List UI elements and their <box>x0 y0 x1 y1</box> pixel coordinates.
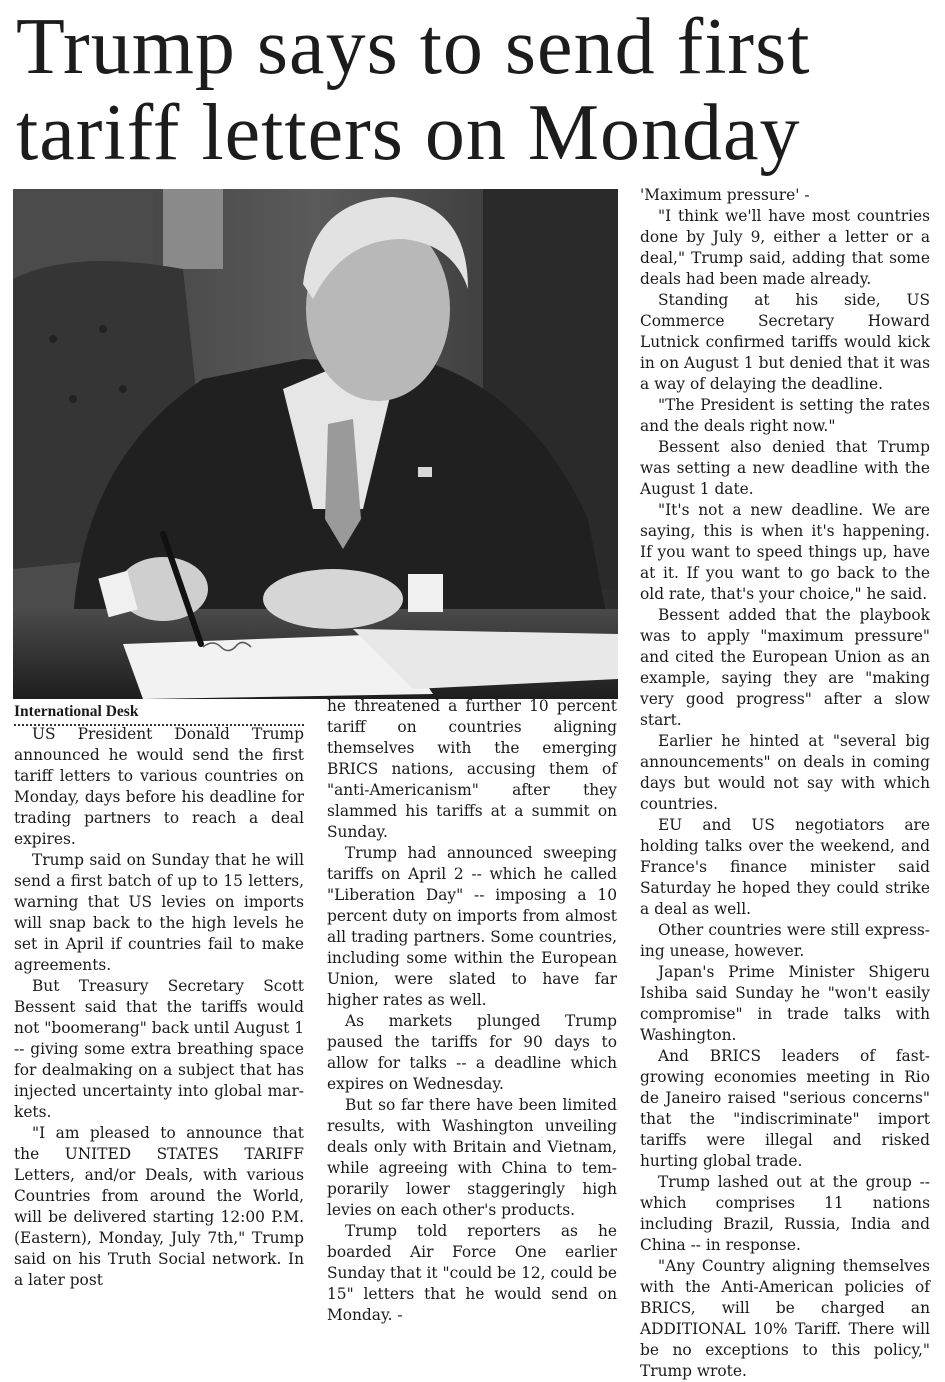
paragraph: "It's not a new deadline. We are saying, this is when it's happening. If you want to speed things up, have at it. If you want to go back to the old rate, that's your choice," he said. <box>640 501 930 603</box>
paragraph: "I think we'll have most countries done by July 9, either a letter or a deal," Trump said, adding that some deals had been made already. <box>640 207 930 288</box>
paragraph: "The President is setting the rates and the deals right now." <box>640 396 930 435</box>
headline: Trump says to send first tariff letters on Monday <box>16 3 811 177</box>
article-column-2 <box>327 696 617 1324</box>
paragraph: US President Donald Trump announced he would send the first tariff letters to various countries on Monday, days before his deadline for trading partners to reach a deal expires. <box>14 725 304 848</box>
paragraph: Standing at his side, US Commerce Secretary Howard Lutnick confirmed tariffs would kick in on August 1 but denied that it was a way of delaying the deadline. <box>640 291 930 393</box>
paragraph: "Any Country aligning themselves with the Anti-American policies of BRICS, will be charged an ADDITIONAL 10% Tariff. There will be no exceptions to this policy," Trump wrote. <box>640 1257 930 1380</box>
paragraph: As markets plunged Trump paused the tariffs for 90 days to allow for talks -- a deadline which expires on Wednesday. <box>327 1012 617 1093</box>
paragraph: But Treasury Secretary Scott Bessent said that the tariffs would not "boomerang" back until August 1 -- giving some extra breathing space for dealmaking on a subject that has injected uncertainty into global markets. <box>14 977 304 1121</box>
paragraph: he threatened a further 10 percent tariff on countries aligning themselves with the emerging BRICS nations, accusing them of "anti-Americanism" after they slammed his tariffs at a summit on Sunday. <box>327 697 617 841</box>
paragraph: Bessent also denied that Trump was setting a new deadline with the August 1 date. <box>640 438 930 498</box>
paragraph: Trump told reporters as he boarded Air Force One earlier Sunday that it "could be 12, could be 15" letters that he would send on Monday. - <box>327 1222 617 1324</box>
paragraph: EU and US negotiators are holding talks over the weekend, and France's finance minister said Saturday he hoped they could strike a deal as well. <box>640 816 930 918</box>
paragraph: Trump had announced sweeping tariffs on April 2 -- which he called "Liberation Day" -- imposing a 10 percent duty on imports from almost all trading partners. Some countries, including some within the European Union, were slated to have far higher rates as well. <box>327 844 617 1009</box>
paragraph: Japan's Prime Minister Shigeru Ishiba said Sunday he "won't easily compromise" in trade talks with Washington. <box>640 963 930 1044</box>
paragraph: Other countries were still expressing unease, however. <box>640 921 930 960</box>
article-column-3 <box>640 185 930 1380</box>
paragraph: But so far there have been limited results, with Washington unveiling deals only with Britain and Vietnam, while agreeing with China to temporarily lower staggeringly high levies on each other's products. <box>327 1096 617 1219</box>
paragraph: Bessent added that the playbook was to apply "maximum pressure" and cited the European Union as an example, saying they are "making very good progress" after a slow start. <box>640 606 930 729</box>
subheading: 'Maximum pressure' - <box>640 186 810 204</box>
byline: International Desk <box>14 702 304 726</box>
paragraph: And BRICS leaders of fast-growing economies meeting in Rio de Janeiro raised "serious concerns" that the "indiscriminate" import tariffs were illegal and risked hurting global trade. <box>640 1047 930 1170</box>
paragraph: "I am pleased to announce that the UNITED STATES TARIFF Letters, and/or Deals, with various Countries from around the World, will be delivered starting 12:00 P.M. (Eastern), Monday, July 7th," Trump said on his Truth Social network. In a later post <box>14 1124 304 1289</box>
paragraph: Trump said on Sunday that he will send a first batch of up to 15 letters, warning that US levies on imports will snap back to the high levels he set in April if countries fail to make agreements. <box>14 851 304 974</box>
article-column-1 <box>14 724 304 1289</box>
news-photo <box>13 189 618 699</box>
paragraph: Trump lashed out at the group -- which comprises 11 nations including Brazil, Russia, India and China -- in response. <box>640 1173 930 1254</box>
paragraph: Earlier he hinted at "several big announcements" on deals in coming days but would not say with which countries. <box>640 732 930 813</box>
